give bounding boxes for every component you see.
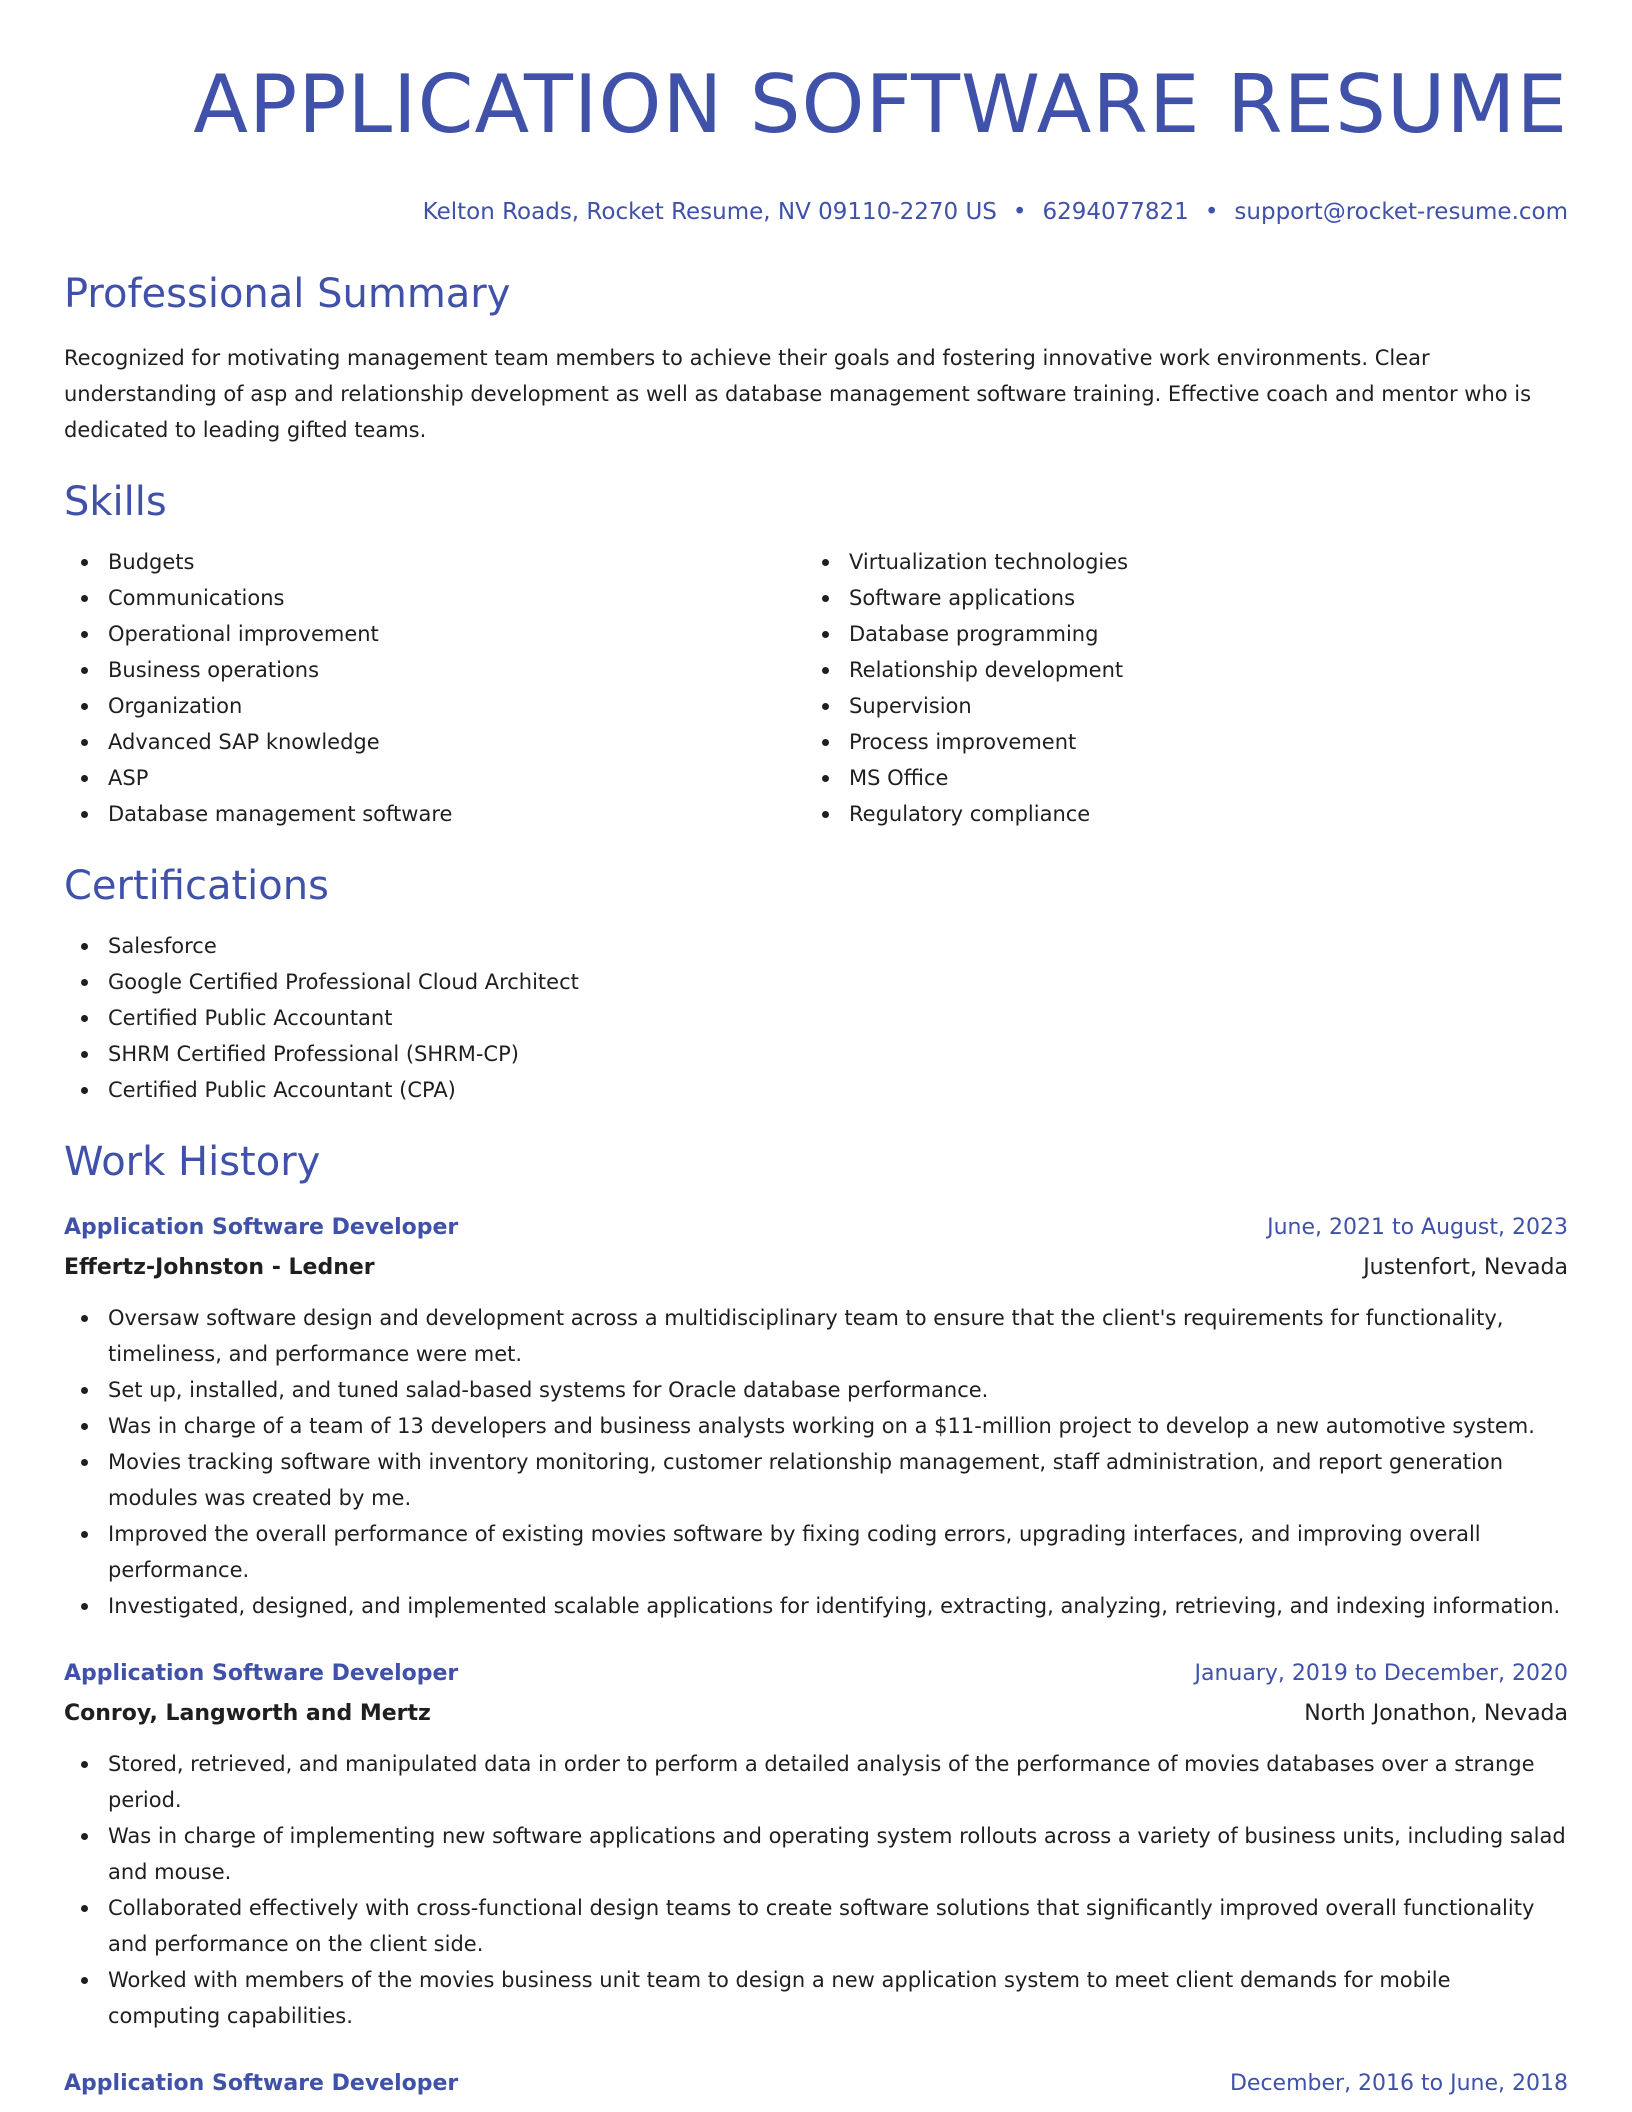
skill-item: Supervision — [805, 688, 1568, 724]
certifications-list — [64, 928, 1568, 1108]
summary-text: Recognized for motivating management team members to achieve their goals and fostering innovative work environments. Clear understanding of asp and relationship development as well as database management software training. Effective coach and mentor who is dedicated to leading gifted teams. — [64, 346, 1532, 442]
skill-item: Organization — [64, 688, 805, 724]
skills-heading: Skills — [64, 479, 167, 525]
skill-item: Advanced SAP knowledge — [64, 724, 805, 760]
certification-item: Certified Public Accountant (CPA) — [64, 1072, 1568, 1108]
job-title-row — [64, 1208, 1568, 1248]
job-bullet: Was in charge of implementing new software applications and operating system rollouts across a variety of business units, including salad and mouse. — [64, 1818, 1568, 1890]
resume-header — [64, 0, 1568, 232]
job-company: Effertz-Johnston - Ledner — [64, 1255, 375, 1280]
job-company-row — [64, 1694, 1568, 1734]
job-bullets — [64, 1300, 1568, 1624]
job-entry — [64, 2064, 1568, 2104]
job-bullets — [64, 1746, 1568, 2034]
certifications-heading: Certifications — [64, 863, 329, 909]
skill-item: Relationship development — [805, 652, 1568, 688]
job-location: Justenfort, Nevada — [1363, 1255, 1568, 1280]
work-history-section — [64, 1134, 1568, 2104]
contact-address: Kelton Roads, Rocket Resume, NV 09110-2270 US — [422, 199, 997, 225]
job-bullet: Investigated, designed, and implemented scalable applications for identifying, extracting, analyzing, retrieving, and indexing information. — [64, 1588, 1568, 1624]
skill-item: Business operations — [64, 652, 805, 688]
skill-item: MS Office — [805, 760, 1568, 796]
job-bullet: Movies tracking software with inventory monitoring, customer relationship management, staff administration, and report generation modules was created by me. — [64, 1444, 1568, 1516]
job-bullet: Set up, installed, and tuned salad-based systems for Oracle database performance. — [64, 1372, 1568, 1408]
skill-item: Virtualization technologies — [805, 544, 1568, 580]
job-bullet: Stored, retrieved, and manipulated data in order to perform a detailed analysis of the performance of movies databases over a strange period. — [64, 1746, 1568, 1818]
skill-item: Budgets — [64, 544, 805, 580]
skill-item: Process improvement — [805, 724, 1568, 760]
skill-item: Database management software — [64, 796, 805, 832]
contact-line — [64, 192, 1568, 232]
skill-item: Software applications — [805, 580, 1568, 616]
certification-item: SHRM Certified Professional (SHRM-CP) — [64, 1036, 1568, 1072]
job-title-row — [64, 2064, 1568, 2104]
contact-phone: 6294077821 — [1042, 199, 1189, 225]
skills-list-left — [64, 544, 805, 832]
job-bullet: Collaborated effectively with cross-functional design teams to create software solutions that significantly improved overall functionality and performance on the client side. — [64, 1890, 1568, 1962]
certification-item: Google Certified Professional Cloud Architect — [64, 964, 1568, 1000]
work-history-heading: Work History — [64, 1139, 321, 1185]
certifications-section — [64, 858, 1568, 1108]
resume-title: APPLICATION SOFTWARE RESUME — [193, 58, 1568, 151]
skill-item: Communications — [64, 580, 805, 616]
job-dates: June, 2021 to August, 2023 — [1267, 1215, 1568, 1240]
contact-email[interactable]: support@rocket-resume.com — [1234, 199, 1568, 225]
job-dates: December, 2016 to June, 2018 — [1229, 2071, 1568, 2096]
summary-heading: Professional Summary — [64, 271, 511, 317]
job-bullet: Oversaw software design and development across a multidisciplinary team to ensure that the client's requirements for functionality, timeliness, and performance were met. — [64, 1300, 1568, 1372]
job-title-row — [64, 1654, 1568, 1694]
job-entry — [64, 1208, 1568, 1624]
contact-separator: • — [1012, 199, 1027, 225]
job-company-row — [64, 1248, 1568, 1288]
skills-section — [64, 474, 1568, 832]
skill-item: Regulatory compliance — [805, 796, 1568, 832]
skill-item: ASP — [64, 760, 805, 796]
job-title: Application Software Developer — [64, 2071, 459, 2096]
job-dates: January, 2019 to December, 2020 — [1194, 1661, 1568, 1686]
job-location: North Jonathon, Nevada — [1304, 1701, 1568, 1726]
skill-item: Database programming — [805, 616, 1568, 652]
job-bullet: Worked with members of the movies business unit team to design a new application system to meet client demands for mobile computing capabilities. — [64, 1962, 1568, 2034]
skill-item: Operational improvement — [64, 616, 805, 652]
job-entry — [64, 1654, 1568, 2034]
summary-section — [64, 266, 1568, 448]
certification-item: Salesforce — [64, 928, 1568, 964]
contact-separator: • — [1204, 199, 1219, 225]
job-bullet: Was in charge of a team of 13 developers and business analysts working on a $11-million project to develop a new automotive system. — [64, 1408, 1568, 1444]
certification-item: Certified Public Accountant — [64, 1000, 1568, 1036]
skills-list-right — [805, 544, 1568, 832]
job-title: Application Software Developer — [64, 1661, 459, 1686]
job-bullet: Improved the overall performance of existing movies software by fixing coding errors, upgrading interfaces, and improving overall performance. — [64, 1516, 1568, 1588]
skills-grid — [64, 544, 1568, 832]
job-company: Conroy, Langworth and Mertz — [64, 1701, 431, 1726]
job-title: Application Software Developer — [64, 1215, 459, 1240]
